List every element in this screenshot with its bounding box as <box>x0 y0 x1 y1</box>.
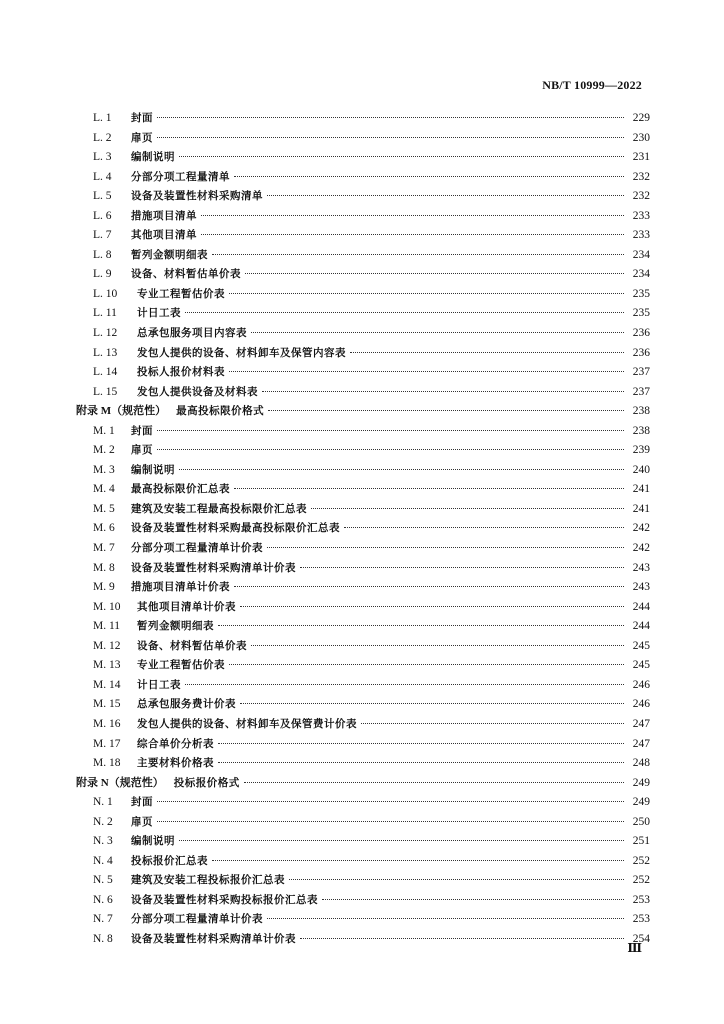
dot-leader <box>244 782 624 783</box>
toc-entry-number: L. 4 <box>93 170 112 183</box>
toc-entry-number: M. 16 <box>93 717 121 730</box>
toc-entry <box>76 168 650 188</box>
standard-code: NB/T 10999—2022 <box>542 78 642 92</box>
dot-leader <box>268 410 624 411</box>
toc-entry-title: 扉页 <box>131 131 153 144</box>
toc-entry-page: 229 <box>632 112 650 124</box>
toc-entry-title: 封面 <box>131 796 153 809</box>
toc-entry-title: 建筑及安装工程最高投标限价汇总表 <box>131 502 307 515</box>
dot-leader <box>245 273 624 274</box>
toc-entry-number: M. 14 <box>93 678 121 691</box>
toc-entry-page: 236 <box>632 346 650 359</box>
toc-entry-title: 最高投标限价格式 <box>176 405 265 418</box>
toc-entry <box>76 871 650 891</box>
toc-entry-title: 发包人提供设备及材料表 <box>137 385 258 398</box>
toc-entry-page: 247 <box>632 737 650 750</box>
toc-entry-title: 综合单价分析表 <box>137 737 214 750</box>
toc-entry-title: 封面 <box>131 112 153 124</box>
toc-entry <box>76 265 650 285</box>
dot-leader <box>267 195 624 196</box>
dot-leader <box>289 879 624 880</box>
toc-entry <box>76 285 650 305</box>
toc-entry-number: M. 13 <box>93 659 121 672</box>
toc-entry-number: L. 6 <box>93 209 112 222</box>
toc-entry-title: 其他项目清单 <box>131 229 197 242</box>
toc-entry-page: 246 <box>632 678 650 691</box>
toc-entry-number: M. 1 <box>93 424 115 437</box>
toc-entry-number: M. 2 <box>93 444 115 457</box>
toc-entry-page: 253 <box>632 913 650 926</box>
toc-entry <box>76 598 650 618</box>
toc-entry-number: L. 12 <box>93 327 118 340</box>
toc-entry-title: 编制说明 <box>131 835 175 848</box>
dot-leader <box>251 332 624 333</box>
dot-leader <box>251 645 624 646</box>
page-number: Ⅲ <box>627 941 642 955</box>
toc-entry-title: 主要材料价格表 <box>137 757 214 770</box>
toc-entry <box>76 207 650 227</box>
toc-entry-title: 建筑及安装工程投标报价汇总表 <box>131 874 285 887</box>
dot-leader <box>300 567 624 568</box>
dot-leader <box>240 703 624 704</box>
toc-entry-number: L. 5 <box>93 190 112 203</box>
dot-leader <box>179 156 624 157</box>
toc-entry <box>76 363 650 383</box>
toc-appendix-entry <box>76 774 650 794</box>
toc-entry-title: 措施项目清单计价表 <box>131 581 230 594</box>
toc-entry <box>76 461 650 481</box>
toc-entry <box>76 148 650 168</box>
dot-leader <box>234 176 624 177</box>
dot-leader <box>201 215 624 216</box>
toc-entry-title: 投标人报价材料表 <box>137 366 225 379</box>
toc-entry <box>76 617 650 637</box>
toc-entry-page: 244 <box>632 600 650 613</box>
toc-entry-title: 总承包服务费计价表 <box>137 698 236 711</box>
dot-leader <box>201 234 624 235</box>
toc-entry-number: N. 3 <box>93 835 113 848</box>
toc-entry-title: 设备、材料暂估单价表 <box>131 268 241 281</box>
toc-entry-title: 设备及装置性材料采购最高投标限价汇总表 <box>131 522 340 535</box>
toc-entry-number: L. 15 <box>93 385 118 398</box>
toc-entry <box>76 500 650 520</box>
toc-entry <box>76 832 650 852</box>
toc-entry <box>76 735 650 755</box>
dot-leader <box>179 469 624 470</box>
toc-entry <box>76 793 650 813</box>
toc-entry-number: L. 14 <box>93 366 118 379</box>
toc-entry-page: 238 <box>632 424 650 437</box>
toc-entry-number: N. 8 <box>93 932 113 945</box>
dot-leader <box>300 938 624 939</box>
toc-entry-page: 252 <box>632 854 650 867</box>
toc-entry-number: M. 11 <box>93 620 121 633</box>
dot-leader <box>185 312 624 313</box>
toc-entry-title: 编制说明 <box>131 463 175 476</box>
toc-entry <box>76 246 650 266</box>
toc-entry-title: 其他项目清单计价表 <box>137 600 236 613</box>
toc-entry-page: 249 <box>632 776 650 789</box>
table-of-contents <box>76 109 650 950</box>
toc-entry-page: 252 <box>632 874 650 887</box>
toc-entry-page: 244 <box>632 620 650 633</box>
toc-entry <box>76 187 650 207</box>
toc-entry-title: 计日工表 <box>137 678 181 691</box>
toc-entry <box>76 422 650 442</box>
dot-leader <box>311 508 624 509</box>
toc-entry-number: N. 2 <box>93 815 113 828</box>
toc-entry-title: 编制说明 <box>131 151 175 164</box>
dot-leader <box>157 117 624 118</box>
dot-leader <box>157 801 624 802</box>
toc-entry-number: M. 10 <box>93 600 121 613</box>
toc-entry <box>76 695 650 715</box>
toc-entry-page: 253 <box>632 893 650 906</box>
dot-leader <box>361 723 624 724</box>
toc-entry-page: 233 <box>632 229 650 242</box>
dot-leader <box>212 254 624 255</box>
toc-entry-number: 附录 M（规范性） <box>76 405 167 418</box>
toc-entry-title: 设备及装置性材料采购清单 <box>131 190 263 203</box>
toc-entry-title: 设备及装置性材料采购清单计价表 <box>131 561 296 574</box>
toc-entry-number: L. 2 <box>93 131 112 144</box>
dot-leader <box>157 430 624 431</box>
toc-entry-title: 分部分项工程量清单 <box>131 170 230 183</box>
toc-entry-page: 231 <box>632 151 650 164</box>
toc-entry-page: 232 <box>632 190 650 203</box>
toc-entry-page: 242 <box>632 522 650 535</box>
toc-entry-number: N. 7 <box>93 913 113 926</box>
dot-leader <box>185 684 624 685</box>
toc-entry-page: 245 <box>632 639 650 652</box>
toc-entry-page: 247 <box>632 717 650 730</box>
dot-leader <box>234 488 624 489</box>
toc-entry-title: 总承包服务项目内容表 <box>137 327 247 340</box>
toc-entry-number: L. 1 <box>93 112 112 124</box>
dot-leader <box>240 606 624 607</box>
toc-entry-page: 235 <box>632 287 650 300</box>
toc-entry-title: 措施项目清单 <box>131 209 197 222</box>
toc-entry-page: 236 <box>632 327 650 340</box>
toc-entry-page: 242 <box>632 542 650 555</box>
toc-entry-title: 专业工程暂估价表 <box>137 287 225 300</box>
toc-entry-title: 最高投标限价汇总表 <box>131 483 230 496</box>
toc-entry-number: N. 6 <box>93 893 113 906</box>
dot-leader <box>344 527 624 528</box>
toc-entry-title: 封面 <box>131 424 153 437</box>
toc-entry-title: 设备及装置性材料采购投标报价汇总表 <box>131 893 318 906</box>
toc-entry-title: 计日工表 <box>137 307 181 320</box>
toc-entry <box>76 441 650 461</box>
toc-entry-title: 投标报价格式 <box>173 776 240 789</box>
toc-entry-title: 发包人提供的设备、材料卸车及保管费计价表 <box>137 717 357 730</box>
dot-leader <box>262 391 624 392</box>
dot-leader <box>218 743 624 744</box>
dot-leader <box>157 821 624 822</box>
dot-leader <box>229 371 624 372</box>
toc-entry-number: L. 10 <box>93 287 118 300</box>
toc-entry-number: L. 11 <box>93 307 117 320</box>
toc-entry <box>76 109 650 129</box>
toc-entry-number: M. 8 <box>93 561 115 574</box>
toc-entry-number: N. 4 <box>93 854 113 867</box>
dot-leader <box>267 918 624 919</box>
toc-entry-page: 240 <box>632 463 650 476</box>
toc-entry-title: 分部分项工程量清单计价表 <box>131 542 263 555</box>
dot-leader <box>234 586 624 587</box>
toc-entry-title: 投标报价汇总表 <box>131 854 208 867</box>
toc-entry-page: 238 <box>632 405 650 418</box>
toc-entry <box>76 559 650 579</box>
toc-entry-number: M. 5 <box>93 502 115 515</box>
toc-entry-title: 专业工程暂估价表 <box>137 659 225 672</box>
toc-entry-page: 243 <box>632 581 650 594</box>
toc-entry <box>76 852 650 872</box>
toc-entry <box>76 226 650 246</box>
toc-entry-title: 暂列金额明细表 <box>137 620 214 633</box>
toc-entry-number: N. 1 <box>93 796 113 809</box>
toc-entry-title: 扉页 <box>131 444 153 457</box>
toc-entry <box>76 324 650 344</box>
toc-entry <box>76 480 650 500</box>
dot-leader <box>322 899 624 900</box>
toc-entry-page: 243 <box>632 561 650 574</box>
toc-entry-page: 246 <box>632 698 650 711</box>
toc-entry <box>76 656 650 676</box>
toc-entry-title: 设备、材料暂估单价表 <box>137 639 247 652</box>
toc-entry-title: 设备及装置性材料采购清单计价表 <box>131 932 296 945</box>
toc-entry-page: 237 <box>632 385 650 398</box>
toc-entry-page: 241 <box>632 483 650 496</box>
toc-entry <box>76 344 650 364</box>
toc-entry-number: L. 9 <box>93 268 112 281</box>
dot-leader <box>157 137 624 138</box>
toc-entry-page: 250 <box>632 815 650 828</box>
toc-entry-number: N. 5 <box>93 874 113 887</box>
toc-entry-page: 233 <box>632 209 650 222</box>
dot-leader <box>350 352 624 353</box>
toc-entry-page: 234 <box>632 248 650 261</box>
toc-entry <box>76 304 650 324</box>
toc-entry-number: M. 4 <box>93 483 115 496</box>
toc-entry-page: 241 <box>632 502 650 515</box>
toc-entry-title: 分部分项工程量清单计价表 <box>131 913 263 926</box>
toc-entry-number: M. 3 <box>93 463 115 476</box>
toc-entry-page: 254 <box>632 932 650 945</box>
dot-leader <box>179 840 624 841</box>
toc-entry <box>76 676 650 696</box>
toc-entry-number: M. 18 <box>93 757 121 770</box>
toc-entry-page: 248 <box>632 757 650 770</box>
toc-entry <box>76 754 650 774</box>
toc-entry <box>76 813 650 833</box>
toc-entry-number: L. 3 <box>93 151 112 164</box>
toc-entry <box>76 578 650 598</box>
toc-entry-page: 245 <box>632 659 650 672</box>
toc-entry-page: 235 <box>632 307 650 320</box>
dot-leader <box>267 547 624 548</box>
toc-entry-number: L. 8 <box>93 248 112 261</box>
toc-entry <box>76 129 650 149</box>
toc-entry <box>76 930 650 950</box>
toc-entry-page: 251 <box>632 835 650 848</box>
dot-leader <box>218 625 624 626</box>
toc-entry-number: L. 7 <box>93 229 112 242</box>
toc-entry <box>76 891 650 911</box>
toc-appendix-entry <box>76 402 650 422</box>
toc-entry-number: M. 7 <box>93 542 115 555</box>
toc-entry <box>76 539 650 559</box>
toc-entry-number: M. 12 <box>93 639 121 652</box>
toc-entry-page: 230 <box>632 131 650 144</box>
toc-entry-title: 暂列金额明细表 <box>131 248 208 261</box>
toc-entry-title: 发包人提供的设备、材料卸车及保管内容表 <box>137 346 346 359</box>
toc-entry <box>76 519 650 539</box>
toc-entry-number: M. 15 <box>93 698 121 711</box>
toc-entry <box>76 715 650 735</box>
toc-entry-number: M. 6 <box>93 522 115 535</box>
toc-entry <box>76 383 650 403</box>
toc-entry-number: L. 13 <box>93 346 118 359</box>
toc-entry-title: 扉页 <box>131 815 153 828</box>
toc-entry-page: 237 <box>632 366 650 379</box>
dot-leader <box>212 860 624 861</box>
toc-entry-number: M. 9 <box>93 581 115 594</box>
toc-entry-page: 239 <box>632 444 650 457</box>
toc-entry-page: 249 <box>632 796 650 809</box>
toc-entry-number: M. 17 <box>93 737 121 750</box>
dot-leader <box>229 664 624 665</box>
dot-leader <box>229 293 624 294</box>
toc-entry-page: 234 <box>632 268 650 281</box>
toc-entry <box>76 637 650 657</box>
toc-entry-number: 附录 N（规范性） <box>76 776 164 789</box>
dot-leader <box>157 449 624 450</box>
toc-entry-page: 232 <box>632 170 650 183</box>
toc-entry <box>76 910 650 930</box>
dot-leader <box>218 762 624 763</box>
